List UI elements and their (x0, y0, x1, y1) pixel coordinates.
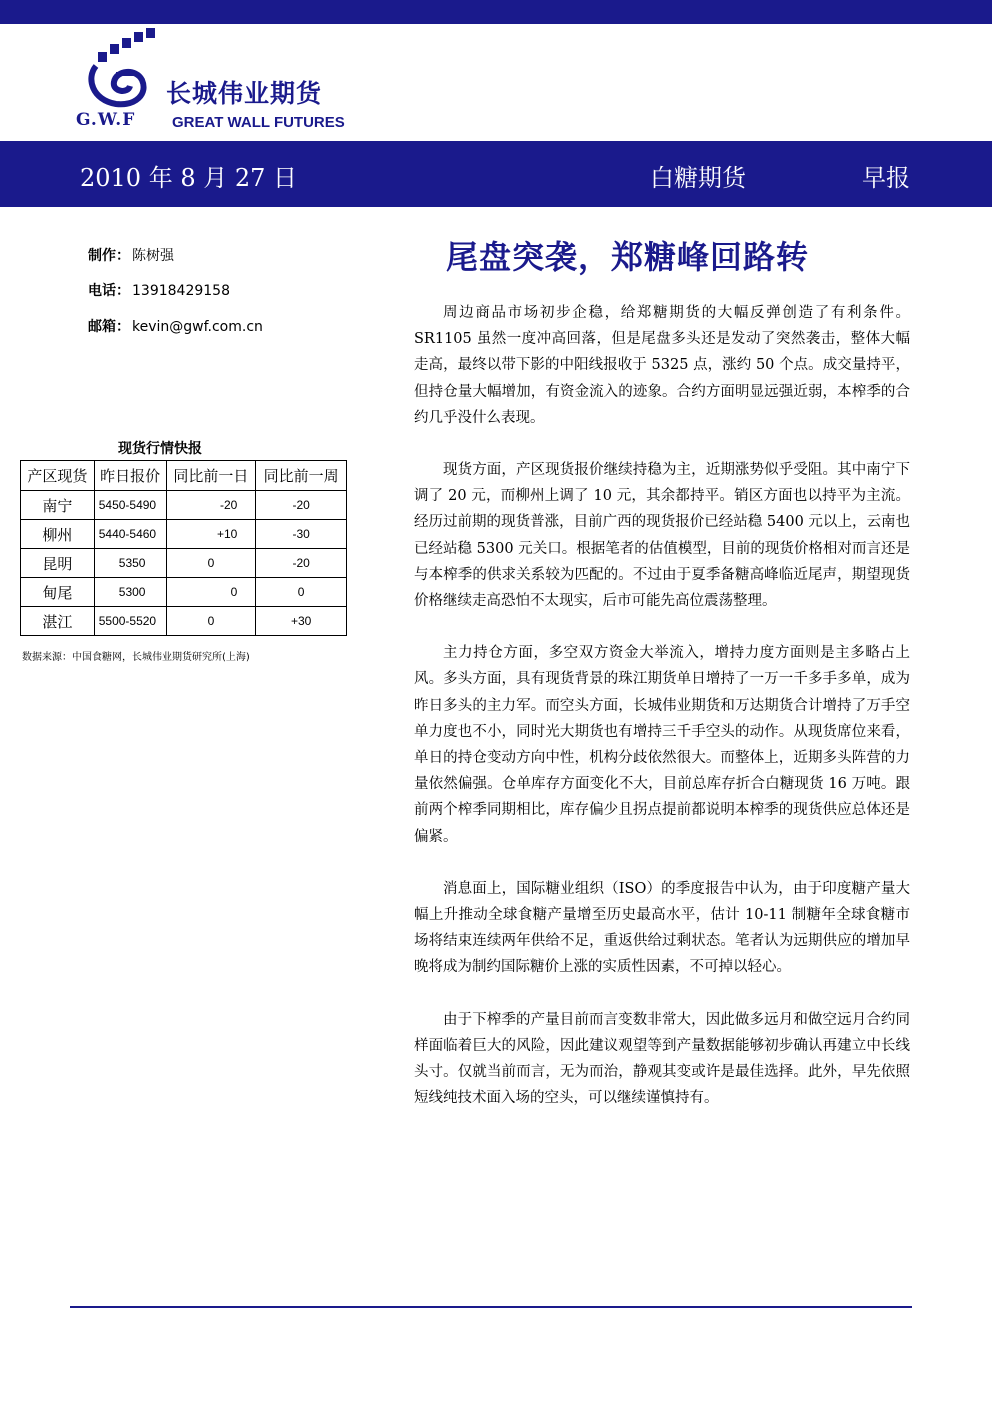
week-change-cell: -30 (256, 520, 347, 549)
column-header: 同比前一周 (256, 461, 347, 491)
article-paragraph: 现货方面，产区现货报价继续持稳为主，近期涨势似乎受阻。其中南宁下调了 20 元，而柳州上调了 10 元，其余都持平。销区方面也以持平为主流。经历过前期的现货普涨，目前广西的现货报价已经站稳 5400 元以上，云南也已经站稳 5300 元关口。根据笔者的估值模型，目前的现货价格相对而言还是与本榨季的供求关系较为匹配的。不过由于夏季备糖高峰临近尾声，期望现货价格继续走高恐怕不太现实，后市可能先高位震荡整理。 (414, 462, 910, 610)
email-label: 邮箱： (88, 319, 130, 335)
brand-name-en: GREAT WALL FUTURES (172, 114, 345, 131)
day-change-cell: 0 (166, 578, 256, 607)
article-paragraph: 消息面上，国际糖业组织（ISO）的季度报告中认为，由于印度糖产量大幅上升推动全球食糖产量增至历史最高水平，估计 10-11 制糖年全球食糖市场将结束连续两年供给不足，重返供给过剩状态。笔者认为远期供应的增加早晚将成为制约国际糖价上涨的实质性因素，不可掉以轻心。 (414, 880, 910, 976)
article-paragraph: 主力持仓方面，多空双方资金大举流入，增持力度方面则是主多略占上风。多头方面，具有现货背景的珠江期货单日增持了一万一千多手多单，成为昨日多头的主力军。而空头方面，长城伟业期货和万达期货合计增持了万手空单力度也不小，同时光大期货也有增持三千手空头的动作。从现货席位来看，单日的持仓变动方向中性，机构分歧依然很大。而整体上，近期多头阵营的力量依然偏强。仓单库存方面变化不大，目前总库存折合白糖现货 16 万吨。跟前两个榨季同期相比，库存偏少且拐点提前都说明本榨季的现货供应总体还是偏紧。 (414, 645, 910, 845)
data-source-note: 数据来源：中国食糖网，长城伟业期货研究所(上海) (22, 652, 250, 663)
day-change-cell: -20 (166, 491, 256, 520)
week-change-cell: -20 (256, 549, 347, 578)
region-cell: 南宁 (21, 491, 95, 520)
day-change-cell: 0 (166, 549, 256, 578)
region-cell: 湛江 (21, 607, 95, 636)
email-address: kevin@gwf.com.cn (132, 319, 263, 335)
author-line (88, 245, 174, 265)
spot-price-table (20, 460, 347, 636)
report-type: 早报 (862, 164, 910, 192)
column-header: 昨日报价 (94, 461, 166, 491)
day-change-cell: +10 (166, 520, 256, 549)
phone-label: 电话： (88, 283, 130, 299)
article-paragraph: 由于下榨季的产量目前而言变数非常大，因此做多远月和做空远月合约同样面临着巨大的风险，因此建议观望等到产量数据能够初步确认再建立中长线头寸。仅就当前而言，无为而治，静观其变或许是最佳选择。此外，早先依照短线纯技术面入场的空头，可以继续谨慎持有。 (414, 1011, 910, 1107)
column-header: 产区现货 (21, 461, 95, 491)
table-header-row (21, 461, 347, 491)
table-row (21, 578, 347, 607)
email-line (88, 316, 263, 336)
table-row (21, 607, 347, 636)
author-label: 制作： (88, 248, 130, 264)
region-cell: 柳州 (21, 520, 95, 549)
week-change-cell: -20 (256, 491, 347, 520)
phone-line (88, 280, 230, 300)
spot-table-title: 现货行情快报 (118, 441, 202, 457)
price-cell: 5500-5520 (94, 607, 166, 636)
table-row (21, 520, 347, 549)
article-headline: 尾盘突袭，郑糖峰回路转 (446, 238, 810, 276)
column-header: 同比前一日 (166, 461, 256, 491)
article-paragraph: 周边商品市场初步企稳，给郑糖期货的大幅反弹创造了有利条件。SR1105 虽然一度冲高回落，但是尾盘多头还是发动了突然袭击，整体大幅走高，最终以带下影的中阳线报收于 5325 点，涨约 50 个点。成交量持平，但持仓量大幅增加，有资金流入的迹象。合约方面明显远强近弱，本榨季的合约几乎没什么表现。 (414, 305, 910, 426)
article-body (414, 300, 910, 1137)
region-cell: 甸尾 (21, 578, 95, 607)
week-change-cell: +30 (256, 607, 347, 636)
region-cell: 昆明 (21, 549, 95, 578)
report-header-band (0, 141, 992, 207)
price-cell: 5450-5490 (94, 491, 166, 520)
price-cell: 5350 (94, 549, 166, 578)
brand-abbr: G.W.F (76, 110, 136, 130)
price-cell: 5440-5460 (94, 520, 166, 549)
week-change-cell: 0 (256, 578, 347, 607)
day-change-cell: 0 (166, 607, 256, 636)
report-date: 2010 年 8 月 27 日 (80, 164, 298, 192)
brand-name-cn: 长城伟业期货 (166, 79, 323, 108)
footer-divider (70, 1306, 912, 1308)
table-row (21, 491, 347, 520)
phone-number: 13918429158 (132, 283, 230, 299)
table-row (21, 549, 347, 578)
author-name: 陈树强 (132, 248, 174, 264)
report-product: 白糖期货 (650, 164, 746, 192)
top-accent-bar (0, 0, 992, 24)
price-cell: 5300 (94, 578, 166, 607)
